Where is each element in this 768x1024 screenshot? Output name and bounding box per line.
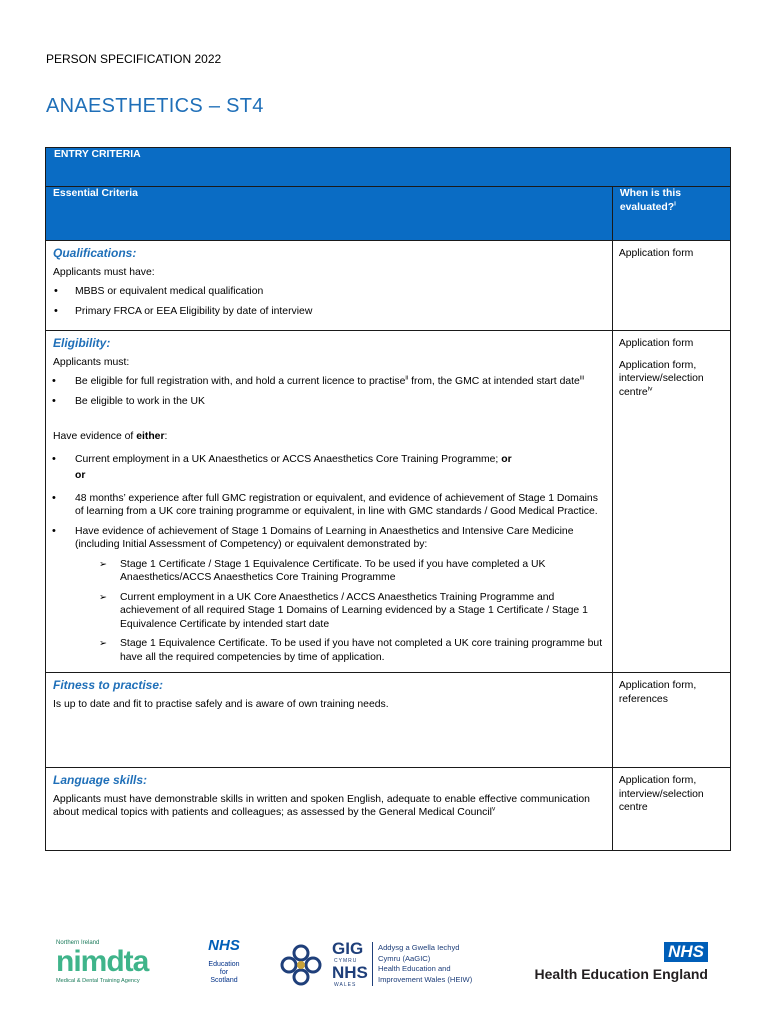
eligibility-heading: Eligibility: xyxy=(53,336,111,350)
option-text: Current employment in a UK Anaesthetics or ACCS Anaesthetics Core Training Programme; xyxy=(75,453,502,465)
nimdta-wordmark: nimdta xyxy=(56,945,149,978)
heiw-logo xyxy=(278,940,488,990)
nimdta-top-text: Northern Ireland xyxy=(56,940,100,946)
list-item xyxy=(53,453,605,467)
sub-list-item: ➢ Stage 1 Equivalence Certificate. To be used if you have not completed a UK core training programme but have all the required competencies by time of application. xyxy=(99,637,605,664)
footnote-ref-iv: iv xyxy=(647,385,653,393)
footnote-ref-v: v xyxy=(491,805,496,813)
either-line xyxy=(53,430,605,444)
list-item: • Primary FRCA or EEA Eligibility by date of interview xyxy=(53,305,605,319)
column-header-row xyxy=(46,187,731,241)
page-title: ANAESTHETICS – ST4 xyxy=(46,95,264,117)
heiw-cymru-text: CYMRU xyxy=(334,958,358,964)
nimdta-sub-text: Medical & Dental Training Agency xyxy=(56,978,140,984)
eligibility-evaluated-2-text: Application form, interview/selection centre xyxy=(618,359,704,398)
fitness-row xyxy=(46,673,731,768)
qualifications-intro: Applicants must have: xyxy=(53,266,155,278)
qualifications-evaluated: Application form xyxy=(612,241,730,331)
nes-line3: Scotland xyxy=(210,977,238,984)
eligibility-row xyxy=(46,331,731,673)
evaluated-header xyxy=(612,187,730,241)
hee-nhs-mark: NHS xyxy=(664,942,708,962)
person-specification-table xyxy=(45,147,731,851)
eligibility-evaluated xyxy=(612,331,730,673)
list-item xyxy=(53,375,605,389)
heiw-emblem-icon xyxy=(278,942,324,988)
evidence-sub-list xyxy=(53,558,605,665)
heiw-line: Health Education and xyxy=(378,964,451,973)
fitness-criteria xyxy=(46,673,613,768)
heiw-divider xyxy=(372,942,373,986)
sub-list-item: ➢ Stage 1 Certificate / Stage 1 Equivalence Certificate. To be used if you have completed a UK Anaesthetics/ACCS Anaesthetics Core Training Programme xyxy=(99,558,605,585)
sub-list-item: ➢ Current employment in a UK Core Anaesthetics / ACCS Anaesthetics Training Programme and achievement of all required Stage 1 Domains of Learning evidenced by a Stage 1 Certificate / Stage 1 Equivalence Certificate by intended start date xyxy=(99,591,605,632)
footnote-ref-ii: ii xyxy=(405,374,409,382)
footnote-ref-i: i xyxy=(674,200,676,208)
heiw-nhs-text: NHS xyxy=(332,963,368,982)
list-item: • MBBS or equivalent medical qualification xyxy=(53,285,605,299)
nes-line2: for xyxy=(219,969,229,976)
footnote-ref-iii: iii xyxy=(579,374,585,382)
heiw-wales-text: WALES xyxy=(334,982,357,988)
evaluated-header-text: When is this evaluated? xyxy=(619,188,682,213)
language-evaluated: Application form, interview/selection centre xyxy=(612,768,730,851)
language-heading: Language skills: xyxy=(53,773,148,787)
eligibility-item-text: Be eligible for full registration with, and hold a current licence to practise xyxy=(75,376,406,387)
either-options-list xyxy=(53,453,605,467)
hee-name: Health Education England xyxy=(534,966,708,982)
nimdta-logo xyxy=(56,940,168,988)
either-bold: either xyxy=(136,431,165,442)
eligibility-evaluated-1: Application form xyxy=(618,338,694,349)
qualifications-list xyxy=(53,285,605,318)
either-prefix: Have evidence of xyxy=(53,431,137,442)
language-text-block xyxy=(53,793,605,820)
nes-line1: Education xyxy=(208,961,240,968)
qualifications-row xyxy=(46,241,731,331)
document-label: PERSON SPECIFICATION 2022 xyxy=(46,52,222,66)
heiw-line: Cymru (AaGIC) xyxy=(378,953,431,963)
heiw-line: Improvement Wales (HEIW) xyxy=(378,974,473,984)
list-item: • Have evidence of achievement of Stage 1 Domains of Learning in Anaesthetics and Intensive Care Medicine (including Initial Assessment of Competency) or equivalent demonstrated by: xyxy=(53,525,605,552)
language-row xyxy=(46,768,731,851)
evidence-list xyxy=(53,492,605,552)
fitness-text: Is up to date and fit to practise safely and is aware of own training needs. xyxy=(53,698,389,710)
eligibility-list xyxy=(53,375,605,408)
option-or: or xyxy=(501,453,512,465)
fitness-heading: Fitness to practise: xyxy=(53,678,164,692)
list-item: • Be eligible to work in the UK xyxy=(53,395,605,409)
entry-criteria-header-row xyxy=(46,148,731,187)
language-criteria xyxy=(46,768,613,851)
heiw-gig-text: GIG xyxy=(332,939,364,958)
hee-logo xyxy=(516,942,712,986)
nes-logo xyxy=(198,938,250,990)
fitness-evaluated: Application form, references xyxy=(612,673,730,768)
nes-nhs-mark: NHS xyxy=(208,937,240,954)
language-text: Applicants must have demonstrable skills in written and spoken English, adequate to enable effective communication about medical topics with patients and colleagues; as assessed by the General Medical Council xyxy=(53,793,590,818)
eligibility-intro: Applicants must: xyxy=(53,356,130,368)
heiw-line: Addysg a Gwella Iechyd xyxy=(378,943,460,952)
entry-criteria-header: ENTRY CRITERIA xyxy=(46,148,731,187)
qualifications-heading: Qualifications: xyxy=(53,246,137,260)
eligibility-evaluated-2 xyxy=(619,359,724,400)
logo-strip xyxy=(0,938,768,998)
either-suffix: : xyxy=(164,431,168,442)
qualifications-criteria xyxy=(46,241,613,331)
or-separator: or xyxy=(75,470,86,481)
essential-criteria-header: Essential Criteria xyxy=(46,187,613,241)
heiw-text-block xyxy=(378,943,472,985)
eligibility-item-text: from, the GMC at intended start date xyxy=(408,376,580,387)
list-item: • 48 months’ experience after full GMC registration or equivalent, and evidence of achievement of Stage 1 Domains of learning from a UK core training programme or equivalent, in line with GMC standards / Good Medical Practice. xyxy=(53,492,605,519)
eligibility-criteria xyxy=(46,331,613,673)
